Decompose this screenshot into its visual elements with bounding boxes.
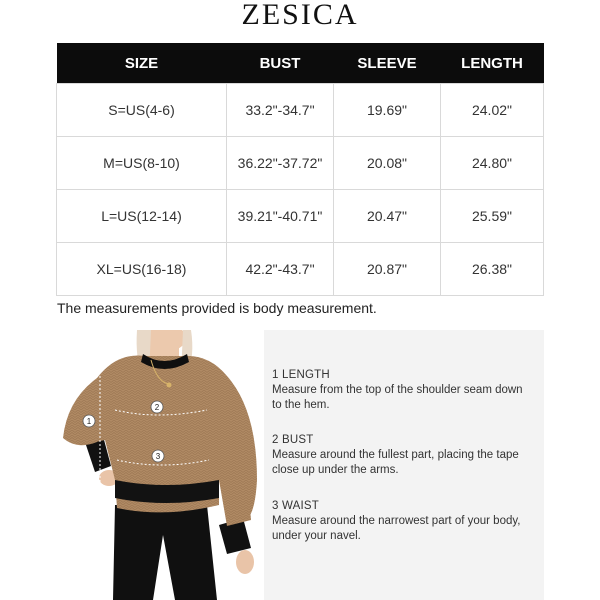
guide-bust bbox=[272, 433, 532, 478]
cell-sleeve: 19.69" bbox=[334, 84, 441, 137]
cell-sleeve: 20.87" bbox=[334, 243, 441, 296]
right-hand bbox=[236, 550, 254, 574]
header-length: LENGTH bbox=[441, 43, 544, 84]
table-row bbox=[57, 84, 544, 137]
guide-waist-desc: Measure around the narrowest part of your body, under your navel. bbox=[272, 515, 521, 542]
cell-size: M=US(8-10) bbox=[57, 137, 227, 190]
marker-1 bbox=[83, 415, 95, 427]
table-header-row bbox=[57, 43, 544, 84]
table-row bbox=[57, 190, 544, 243]
marker-3-label: 3 bbox=[155, 452, 161, 461]
header-size: SIZE bbox=[57, 43, 227, 84]
guide-length-desc: Measure from the top of the shoulder seam down to the hem. bbox=[272, 384, 523, 411]
cell-bust: 36.22"-37.72" bbox=[227, 137, 334, 190]
cell-length: 26.38" bbox=[441, 243, 544, 296]
guide-bust-desc: Measure around the fullest part, placing the tape close up under the arms. bbox=[272, 449, 519, 476]
table-row bbox=[57, 243, 544, 296]
header-bust: BUST bbox=[227, 43, 334, 84]
measurement-guide-panel bbox=[264, 330, 544, 600]
cell-bust: 39.21"-40.71" bbox=[227, 190, 334, 243]
cell-length: 24.80" bbox=[441, 137, 544, 190]
table-row bbox=[57, 137, 544, 190]
cell-size: XL=US(16-18) bbox=[57, 243, 227, 296]
cell-length: 24.02" bbox=[441, 84, 544, 137]
cell-size: L=US(12-14) bbox=[57, 190, 227, 243]
brand-logo: ZESICA bbox=[241, 0, 359, 31]
measurement-note: The measurements provided is body measurement. bbox=[57, 300, 377, 316]
marker-2 bbox=[151, 401, 163, 413]
cell-sleeve: 20.47" bbox=[334, 190, 441, 243]
marker-2-label: 2 bbox=[154, 403, 160, 412]
cell-length: 25.59" bbox=[441, 190, 544, 243]
cell-sleeve: 20.08" bbox=[334, 137, 441, 190]
cell-bust: 42.2"-43.7" bbox=[227, 243, 334, 296]
guide-length bbox=[272, 368, 532, 413]
guide-length-title: 1 LENGTH bbox=[272, 369, 330, 381]
guide-waist bbox=[272, 499, 532, 544]
guide-bust-title: 2 BUST bbox=[272, 434, 314, 446]
guide-waist-title: 3 WAIST bbox=[272, 500, 319, 512]
cell-bust: 33.2"-34.7" bbox=[227, 84, 334, 137]
header-sleeve: SLEEVE bbox=[334, 43, 441, 84]
marker-3 bbox=[152, 450, 164, 462]
cell-size: S=US(4-6) bbox=[57, 84, 227, 137]
model-photo bbox=[57, 330, 264, 600]
pants bbox=[113, 505, 217, 600]
marker-1-label: 1 bbox=[86, 417, 92, 426]
size-chart-table bbox=[56, 43, 544, 296]
